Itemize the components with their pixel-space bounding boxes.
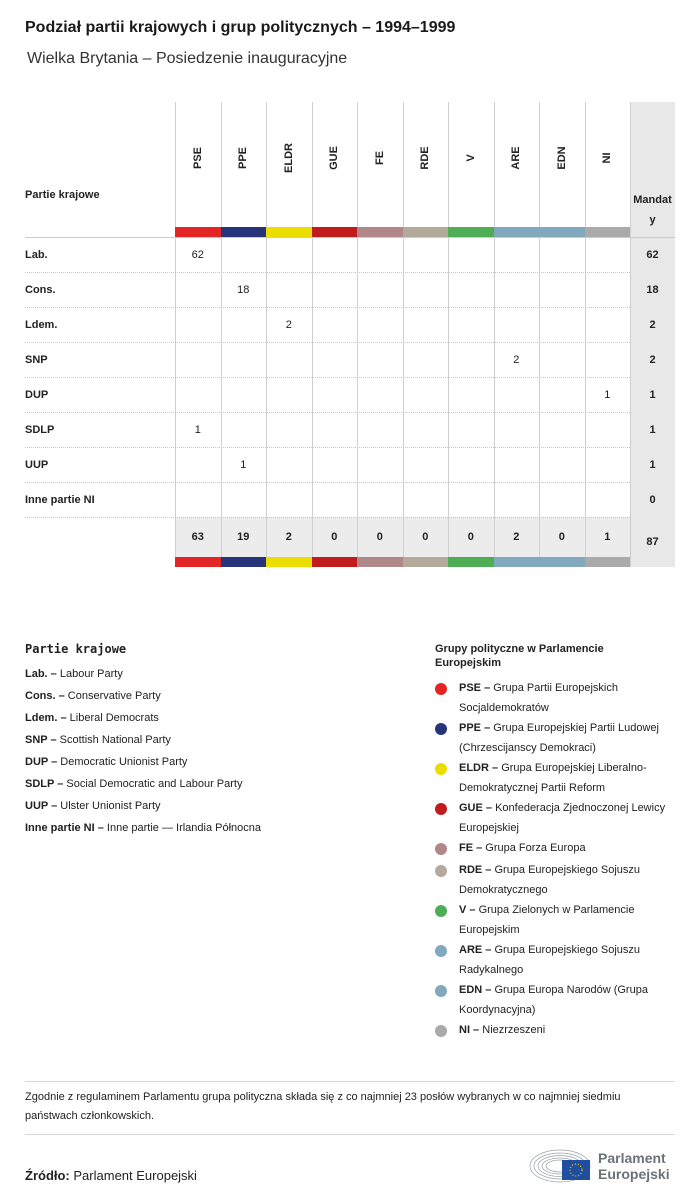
logo-text-line: Parlament — [598, 1150, 666, 1166]
row-label: DUP — [25, 388, 49, 401]
table-cell: 1 — [240, 458, 247, 471]
party-abbr: DUP – — [25, 756, 58, 768]
group-legend-item — [459, 940, 679, 980]
group-color-bar — [403, 227, 449, 237]
logo-text-line: Europejski — [598, 1166, 670, 1182]
column-header-are: ARE — [510, 146, 523, 170]
row-total: 62 — [646, 248, 659, 261]
row-total: 18 — [646, 283, 659, 296]
group-color-bar — [539, 557, 585, 567]
table-cell: 2 — [285, 318, 292, 331]
table-cell: 62 — [191, 248, 204, 261]
party-name: Conservative Party — [67, 690, 161, 702]
group-abbr: RDE – — [459, 864, 492, 876]
row-total: 1 — [649, 388, 656, 401]
logo-text — [598, 1150, 670, 1182]
group-name: Grupa Forza Europa — [485, 842, 586, 854]
group-color-dot — [435, 945, 447, 957]
parties-legend-heading: Partie krajowe — [25, 642, 127, 656]
row-label: Inne partie NI — [25, 493, 95, 506]
table-cell: 1 — [194, 423, 201, 436]
row-label: UUP — [25, 458, 49, 471]
column-header-rde: RDE — [419, 146, 432, 170]
row-divider — [25, 272, 630, 273]
group-legend-item — [459, 900, 679, 940]
group-color-bar — [403, 557, 449, 567]
group-abbr: ARE – — [459, 944, 492, 956]
group-legend-item — [459, 860, 679, 900]
row-total: 2 — [649, 318, 656, 331]
group-color-bar — [357, 227, 403, 237]
group-name: Grupa Partii Europejskich Socjaldemokratów — [459, 682, 618, 714]
group-color-dot — [435, 865, 447, 877]
group-color-bar — [312, 227, 358, 237]
group-legend-item — [459, 758, 679, 798]
group-abbr: PPE – — [459, 722, 491, 734]
group-name: Grupa Europa Narodów (Grupa Koordynacyjna) — [459, 984, 648, 1016]
column-total: 2 — [513, 531, 520, 543]
party-legend-item — [25, 800, 161, 812]
column-total: 0 — [331, 531, 338, 543]
column-total: 19 — [237, 531, 250, 543]
groups-legend-heading: Grupy polityczne w Parlamencie Europejskim — [435, 643, 604, 669]
party-legend-item — [25, 690, 161, 702]
group-color-bar — [494, 227, 540, 237]
party-legend-item — [25, 778, 242, 790]
party-abbr: SDLP – — [25, 778, 64, 790]
column-divider — [403, 102, 404, 567]
party-legend-item — [25, 822, 261, 834]
group-color-bar — [448, 227, 494, 237]
group-name: Grupa Europejskiej Liberalno-Demokratycznej Partii Reform — [459, 762, 647, 794]
group-color-bar — [357, 557, 403, 567]
group-color-dot — [435, 905, 447, 917]
footnote: Zgodnie z regulaminem Parlamentu grupa polityczna składa się z co najmniej 23 posłów wybranych w co najmniej siedmiu państwach członkowskich. — [25, 1091, 621, 1122]
group-color-bar — [585, 557, 631, 567]
group-color-dot — [435, 1025, 447, 1037]
divider — [25, 1134, 675, 1135]
party-legend-item — [25, 712, 159, 724]
column-divider — [494, 102, 495, 567]
party-legend-item — [25, 756, 187, 768]
group-color-dot — [435, 843, 447, 855]
group-abbr: EDN – — [459, 984, 492, 996]
row-divider — [25, 307, 630, 308]
column-total: 2 — [285, 531, 292, 543]
source-label: Źródło: — [25, 1168, 70, 1183]
party-name: Social Democratic and Labour Party — [66, 778, 243, 790]
total-header: Mandaty — [633, 194, 672, 226]
party-name: Labour Party — [59, 668, 123, 680]
row-divider — [25, 447, 630, 448]
group-name: Niezrzeszeni — [482, 1024, 546, 1036]
group-color-dot — [435, 763, 447, 775]
group-color-bar — [266, 227, 312, 237]
group-color-bar — [266, 557, 312, 567]
group-color-dot — [435, 985, 447, 997]
party-abbr: Ldem. – — [25, 712, 67, 724]
group-name: Grupa Europejskiej Partii Ludowej (Chrzescijanscy Demokraci) — [459, 722, 659, 754]
chart-subtitle: Wielka Brytania – Posiedzenie inauguracyjne — [27, 50, 348, 67]
group-legend-item — [459, 718, 679, 758]
party-abbr: Cons. – — [25, 690, 65, 702]
column-header-eldr: ELDR — [282, 143, 295, 173]
group-color-dot — [435, 683, 447, 695]
row-divider — [25, 342, 630, 343]
column-header-ppe: PPE — [237, 147, 250, 170]
column-divider — [221, 102, 222, 567]
group-abbr: ELDR – — [459, 762, 499, 774]
group-legend-item — [459, 980, 679, 1020]
table-cell: 18 — [237, 283, 250, 296]
table-cell: 1 — [604, 388, 611, 401]
chart-title: Podział partii krajowych i grup politycznych – 1994–1999 — [25, 19, 456, 36]
row-label: Cons. — [25, 283, 56, 296]
group-color-dot — [435, 723, 447, 735]
group-legend-item — [459, 678, 679, 718]
group-color-bar — [312, 557, 358, 567]
group-color-bar — [221, 227, 267, 237]
group-color-bar — [585, 227, 631, 237]
party-legend-item — [25, 734, 171, 746]
group-color-bar — [448, 557, 494, 567]
group-color-bar — [539, 227, 585, 237]
group-abbr: PSE – — [459, 682, 491, 694]
row-label: SDLP — [25, 423, 55, 436]
group-abbr: V – — [459, 904, 476, 916]
row-header: Partie krajowe — [25, 189, 100, 201]
column-divider — [175, 102, 176, 567]
header-divider — [25, 237, 675, 238]
group-legend-item — [459, 838, 679, 858]
source-value: Parlament Europejski — [73, 1168, 197, 1183]
column-header-gue: GUE — [328, 146, 341, 170]
group-color-dot — [435, 803, 447, 815]
row-label: SNP — [25, 353, 48, 366]
party-legend-item — [25, 668, 123, 680]
row-divider — [25, 377, 630, 378]
column-header-pse: PSE — [191, 147, 204, 170]
column-total: 0 — [422, 531, 429, 543]
group-abbr: GUE – — [459, 802, 493, 814]
divider — [25, 1081, 675, 1082]
group-abbr: NI – — [459, 1024, 480, 1036]
row-total: 1 — [649, 458, 656, 471]
party-abbr: Inne partie NI – — [25, 822, 104, 834]
group-color-bar — [175, 227, 221, 237]
group-legend-item — [459, 1020, 679, 1040]
column-header-edn: EDN — [555, 146, 568, 170]
party-name: Democratic Unionist Party — [60, 756, 188, 768]
group-legend-item — [459, 798, 679, 838]
party-abbr: UUP – — [25, 800, 58, 812]
source — [25, 1168, 197, 1183]
column-divider — [312, 102, 313, 567]
grand-total: 87 — [646, 536, 659, 548]
column-divider — [357, 102, 358, 567]
column-header-v: V — [464, 154, 477, 162]
group-name: Grupa Europejskiego Sojuszu Demokratycznego — [459, 864, 640, 896]
row-label: Lab. — [25, 248, 48, 261]
group-name: Grupa Europejskiego Sojuszu Radykalnego — [459, 944, 640, 976]
row-total: 0 — [649, 493, 656, 506]
column-total: 0 — [376, 531, 383, 543]
seat-distribution-table — [0, 0, 700, 600]
row-total: 1 — [649, 423, 656, 436]
party-name: Ulster Unionist Party — [60, 800, 161, 812]
column-total: 1 — [604, 531, 611, 543]
column-divider — [585, 102, 586, 567]
group-name: Konfederacja Zjednoczonej Lewicy Europejskiej — [459, 802, 666, 834]
party-name: Inne partie — Irlandia Północna — [106, 822, 262, 834]
column-total: 63 — [191, 531, 204, 543]
row-divider — [25, 482, 630, 483]
row-label: Ldem. — [25, 318, 58, 331]
row-total: 2 — [649, 353, 656, 366]
group-color-bar — [221, 557, 267, 567]
column-divider — [448, 102, 449, 567]
column-divider — [539, 102, 540, 567]
party-name: Scottish National Party — [59, 734, 171, 746]
party-name: Liberal Democrats — [69, 712, 159, 724]
group-abbr: FE – — [459, 842, 483, 854]
column-total: 0 — [467, 531, 474, 543]
party-abbr: SNP – — [25, 734, 57, 746]
column-header-ni: NI — [601, 152, 614, 164]
party-abbr: Lab. – — [25, 668, 57, 680]
column-total: 0 — [558, 531, 565, 543]
group-color-bar — [175, 557, 221, 567]
table-cell: 2 — [513, 353, 520, 366]
row-divider — [25, 412, 630, 413]
group-color-bar — [494, 557, 540, 567]
group-name: Grupa Zielonych w Parlamencie Europejskim — [459, 904, 635, 936]
column-header-fe: FE — [373, 150, 386, 166]
